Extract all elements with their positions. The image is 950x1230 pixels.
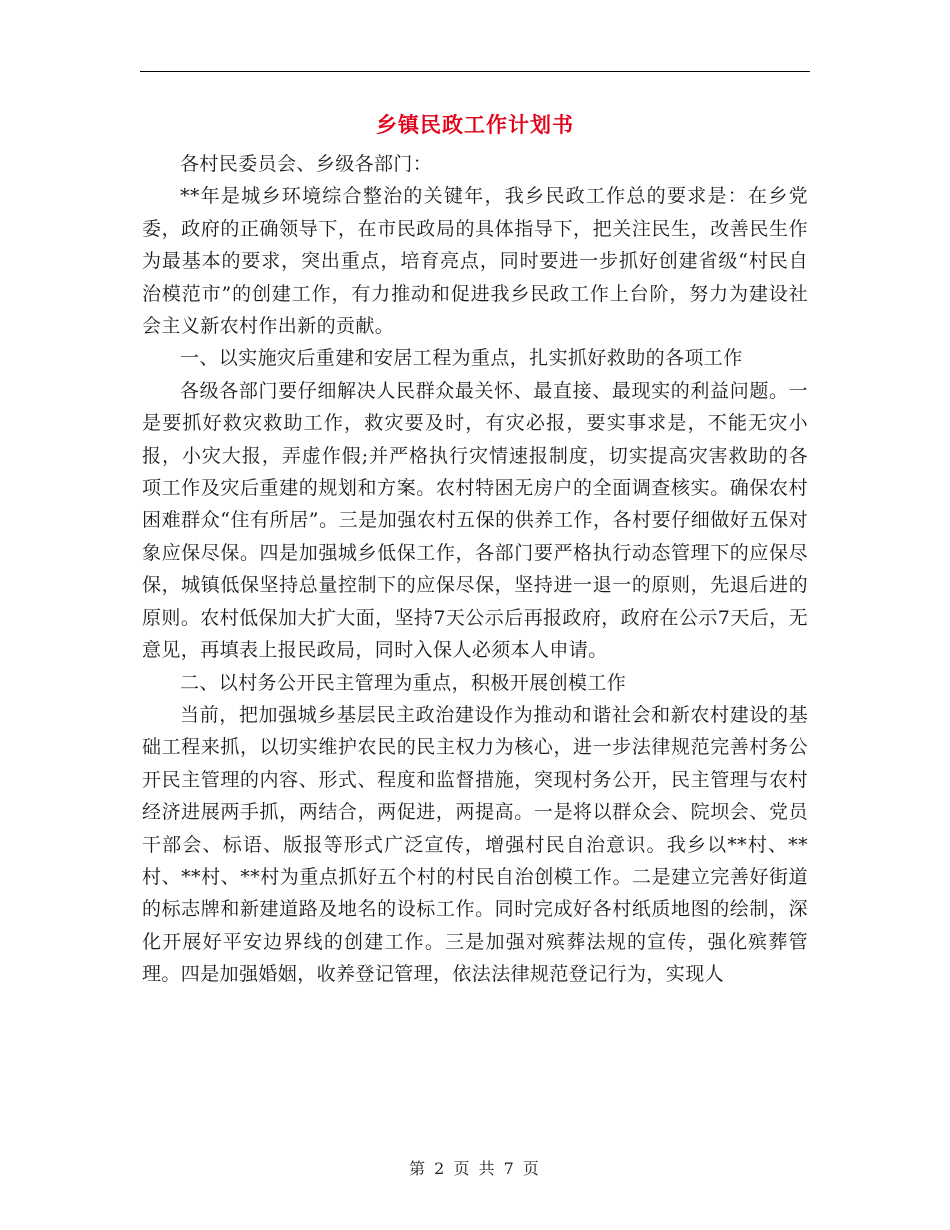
paragraph-section-2: 当前，把加强城乡基层民主政治建设作为推动和谐社会和新农村建设的基础工程来抓，以切实维护农民的民主权力为核心，进一步法律规范完善村务公开民主管理的内容、形式、程度和监督措施，突现村务公开，民主管理与农村经济进展两手抓，两结合，两促进，两提高。一是将以群众会、院坝会、党员干部会、标语、版报等形式广泛宣传，增强村民自治意识。我乡以**村、**村、**村、**村为重点抓好五个村的村民自治创模工作。二是建立完善好街道的标志牌和新建道路及地名的设标工作。同时完成好各村纸质地图的绘制，深化开展好平安边界线的创建工作。三是加强对殡葬法规的宣传，强化殡葬管理。四是加强婚姻，收养登记管理，依法法律规范登记行为，实现人: [142, 703, 808, 986]
section-heading-2: 二、以村务公开民主管理为重点，积极开展创模工作: [180, 671, 627, 694]
document-body: [142, 148, 808, 991]
paragraph-section-1: 各级各部门要仔细解决人民群众最关怀、最直接、最现实的利益问题。一是要抓好救灾救助工作，救灾要及时，有灾必报，要实事求是，不能无灾小报，小灾大报，弄虚作假;并严格执行灾情速报制度，切实提高灾害救助的各项工作及灾后重建的规划和方案。农村特困无房户的全面调查核实。确保农村困难群众“住有所居”。三是加强农村五保的供养工作，各村要仔细做好五保对象应保尽保。四是加强城乡低保工作，各部门要严格执行动态管理下的应保尽保，城镇低保坚持总量控制下的应保尽保，坚持进一退一的原则，先退后进的原则。农村低保加大扩大面，坚持7天公示后再报政府，政府在公示7天后，无意见，再填表上报民政局，同时入保人必须本人申请。: [142, 379, 808, 662]
page-number: 第 2 页 共 7 页: [409, 1159, 541, 1178]
paragraph-salutation: 各村民委员会、乡级各部门：: [180, 153, 433, 175]
header-rule: [140, 71, 810, 72]
document-title: 乡镇民政工作计划书: [376, 112, 574, 137]
section-heading-1: 一、以实施灾后重建和安居工程为重点，扎实抓好救助的各项工作: [180, 347, 743, 370]
paragraph-intro: **年是城乡环境综合整治的关键年，我乡民政工作总的要求是：在乡党委，政府的正确领导下，在市民政局的具体指导下，把关注民生，改善民生作为最基本的要求，突出重点，培育亮点，同时要进一步抓好创建省级“村民自治模范市”的创建工作，有力推动和促进我乡民政工作上台阶，努力为建设社会主义新农村作出新的贡献。: [142, 185, 808, 338]
